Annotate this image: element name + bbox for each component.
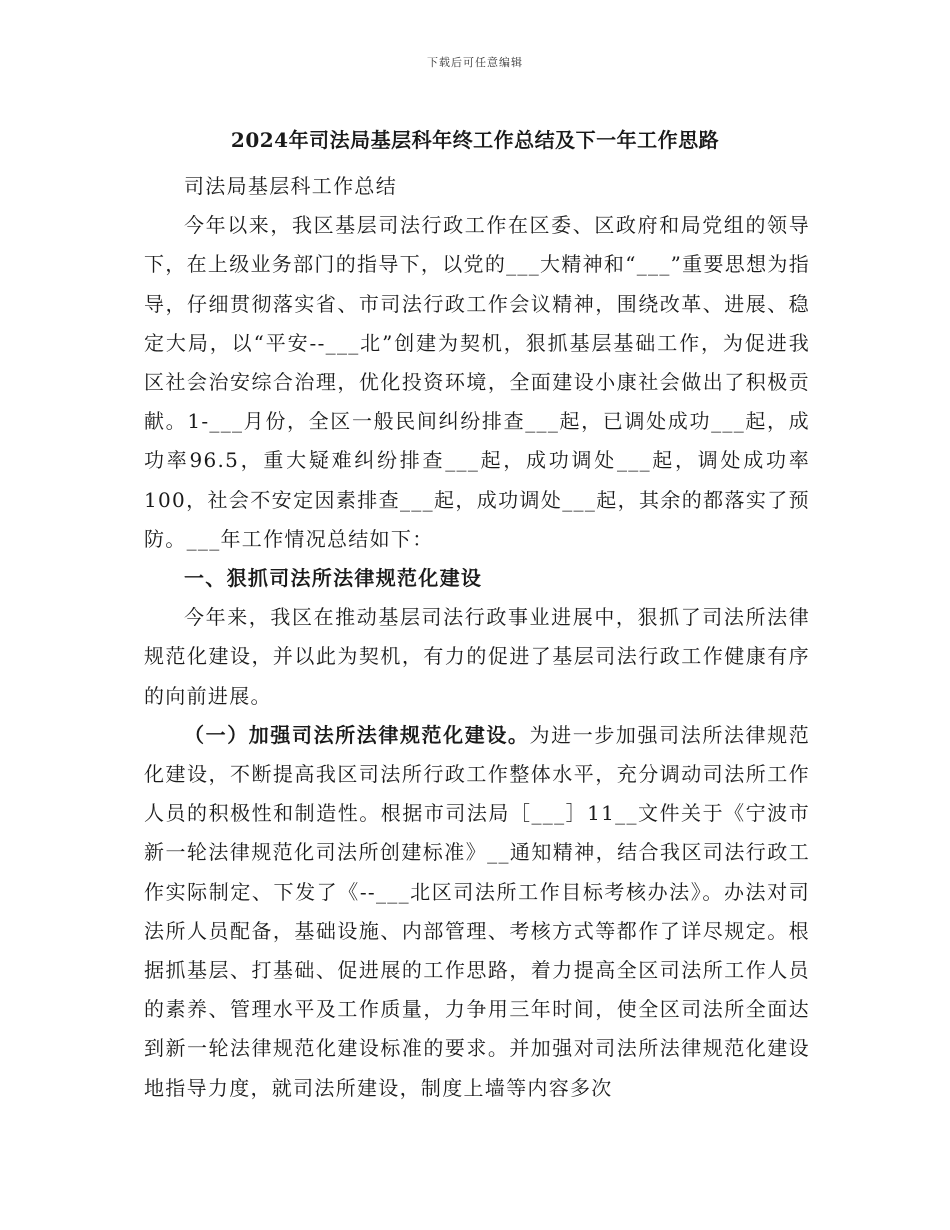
subsection-text: 为进一步加强司法所法律规范化建设，不断提高我区司法所行政工作整体水平，充分调动司法所工作人员的积极性和制造性。根据市司法局［___］11__文件关于《宁波市新一轮法律规范化司法所创建标准》__通知精神，结合我区司法行政工作实际制定、下发了《--___北区司法所工作目标考核办法》。办法对司法所人员配备，基础设施、内部管理、考核方式等都作了详尽规定。根据抓基层、打基础、促进展的工作思路，着力提高全区司法所工作人员的素养、管理水平及工作质量，力争用三年时间，使全区司法所全面达到新一轮法律规范化建设标准的要求。并加强对司法所法律规范化建设地指导力度，就司法所建设，制度上墙等内容多次 bbox=[144, 722, 810, 1100]
document-title: 2024年司法局基层科年终工作总结及下一年工作思路 bbox=[230, 128, 720, 152]
header-note: 下载后可任意编辑 bbox=[427, 56, 523, 69]
section-heading: 一、狠抓司法所法律规范化建设 bbox=[184, 566, 483, 591]
subsection-heading: （一）加强司法所法律规范化建设。 bbox=[184, 722, 530, 747]
paragraph-section-intro: 今年来，我区在推动基层司法行政事业进展中，狠抓了司法所法律规范化建设，并以此为契机，有力的促进了基层司法行政工作健康有序的向前进展。 bbox=[144, 605, 810, 708]
document-body bbox=[144, 167, 810, 1108]
paragraph-intro: 今年以来，我区基层司法行政工作在区委、区政府和局党组的领导下，在上级业务部门的指导下，以党的___大精神和“___”重要思想为指导，仔细贯彻落实省、市司法行政工作会议精神，围绕改革、进展、稳定大局，以“平安--___北”创建为契机，狠抓基层基础工作，为促进我区社会治安综合治理，优化投资环境，全面建设小康社会做出了积极贡献。1-___月份，全区一般民间纠纷排查___起，已调处成功___起，成功率96.5，重大疑难纠纷排查___起，成功调处___起，调处成功率100，社会不安定因素排查___起，成功调处___起，其余的都落实了预防。___年工作情况总结如下： bbox=[144, 213, 810, 551]
paragraph-subtitle: 司法局基层科工作总结 bbox=[184, 174, 397, 198]
paragraph-subsection bbox=[144, 716, 810, 1108]
